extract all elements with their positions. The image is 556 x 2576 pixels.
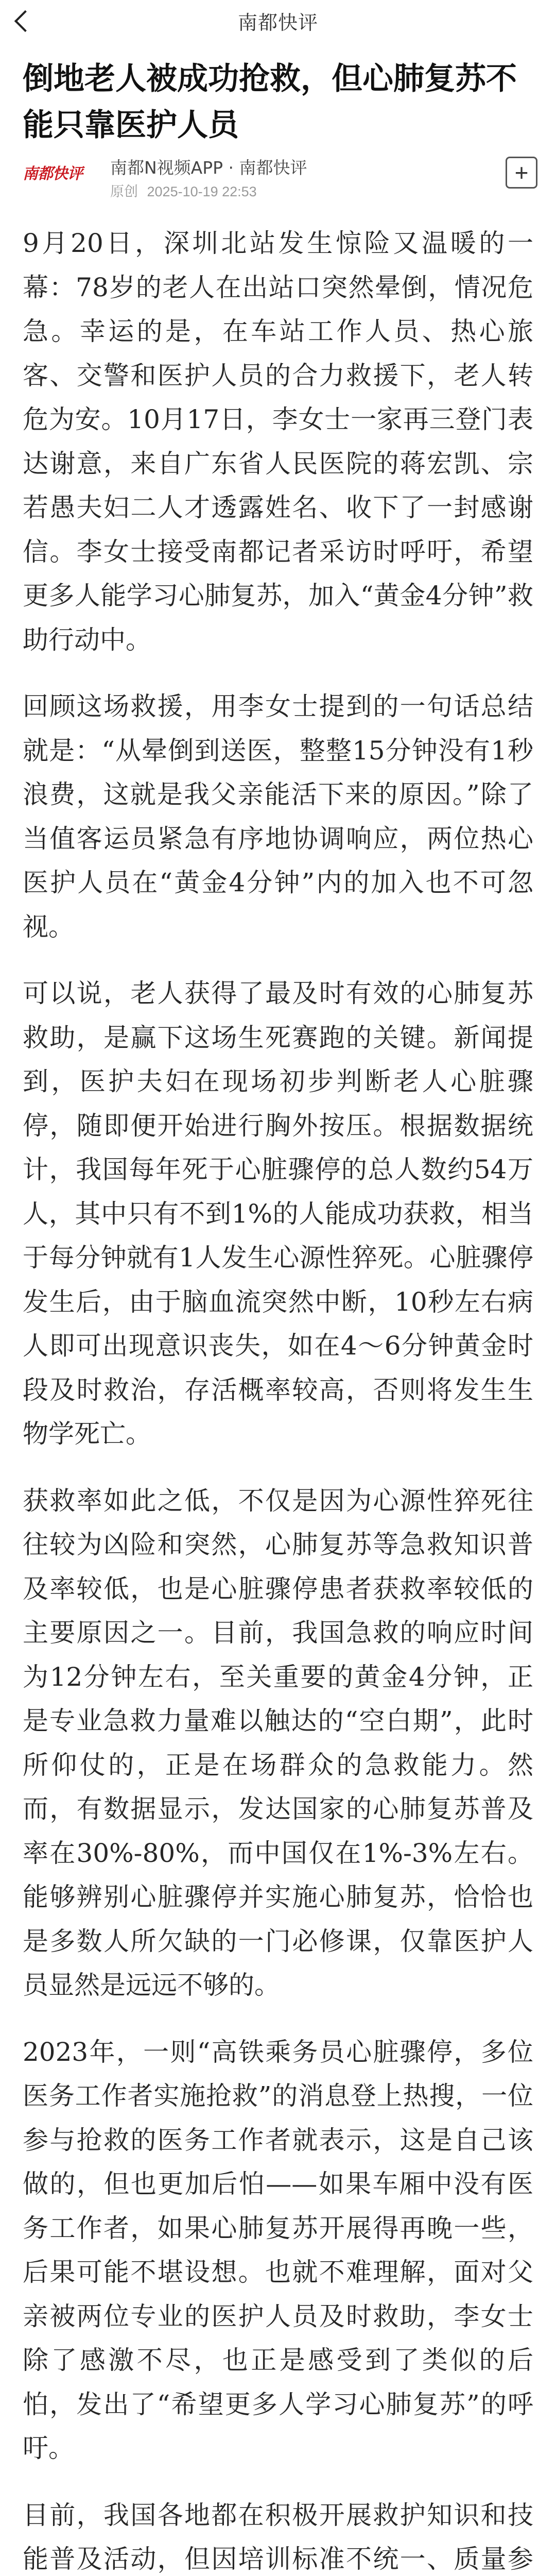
source-row (23, 150, 537, 202)
publisher-logo[interactable]: 南都快评 (23, 165, 82, 182)
top-nav (0, 0, 556, 41)
follow-button[interactable]: + (506, 157, 537, 189)
paragraph-1: 9月20日，深圳北站发生惊险又温暖的一幕：78岁的老人在出站口突然晕倒，情况危急。幸运的是，在车站工作人员、热心旅客、交警和医护人员的合力救援下，老人转危为安。10月17日，李女士一家再三登门表达谢意，来自广东省人民医院的蒋宏凯、宗若愚夫妇二人才透露姓名、收下了一封感谢信。李女士接受南都记者采访时呼吁，希望更多人能学习心肺复苏，加入“黄金4分钟”救助行动中。 (23, 228, 533, 655)
article-body (23, 222, 533, 2576)
article-headline: 倒地老人被成功抢救，但心肺复苏不能只靠医护人员 (23, 61, 517, 143)
original-badge: 原创 (110, 184, 138, 199)
paragraph-4: 获救率如此之低，不仅是因为心源性猝死往往较为凶险和突然，心肺复苏等急救知识普及率较低，也是心脏骤停患者获救率较低的主要原因之一。目前，我国急救的响应时间为12分钟左右，至关重要的黄金4分钟，正是专业急救力量难以触达的“空白期”，此时所仰仗的，正是在场群众的急救能力。然而，有数据显示，发达国家的心肺复苏普及率在30%-80%，而中国仅在1%-3%左右。能够辨别心脏骤停并实施心肺复苏，恰恰也是多数人所欠缺的一门必修课，仅靠医护人员显然是远远不够的。 (23, 1485, 533, 2000)
publisher-name[interactable]: 南都N视频APP · 南都快评 (110, 158, 307, 178)
paragraph-5: 2023年，一则“高铁乘务员心脏骤停，多位医务工作者实施抢救”的消息登上热搜，一位参与抢救的医务工作者就表示，这是自己该做的，但也更加后怕——如果车厢中没有医务工作者，如果心肺复苏开展得再晚一些，后果可能不堪设想。也就不难理解，面对父亲被两位专业的医护人员及时救助，李女士除了感激不尽，也正是感受到了类似的后怕，发出了“希望更多人学习心肺复苏”的呼吁。 (23, 2037, 533, 2463)
nav-title: 南都快评 (237, 12, 318, 34)
paragraph-2: 回顾这场救援，用李女士提到的一句话总结就是：“从晕倒到送医，整整15分钟没有1秒浪费，这就是我父亲能活下来的原因。”除了当值客运员紧急有序地协调响应，两位热心医护人员在“黄金4分钟”内的加入也不可忽视。 (23, 691, 533, 942)
back-arrow-icon[interactable] (14, 10, 36, 32)
paragraph-6: 目前，我国各地都在积极开展救护知识和技能普及活动，但因培训标准不统一、质量参 (23, 2500, 533, 2574)
publish-meta (110, 180, 262, 200)
publish-datetime: 2025-10-19 22:53 (147, 184, 257, 199)
paragraph-3: 可以说，老人获得了最及时有效的心肺复苏救助，是赢下这场生死赛跑的关键。新闻提到，医护夫妇在现场初步判断老人心脏骤停，随即便开始进行胸外按压。根据数据统计，我国每年死于心脏骤停的总人数约54万人，其中只有不到1%的人能成功获救，相当于每分钟就有1人发生心源性猝死。心脏骤停发生后，由于脑血流突然中断，10秒左右病人即可出现意识丧失，如在4～6分钟黄金时段及时救治，存活概率较高，否则将发生生物学死亡。 (23, 978, 533, 1449)
